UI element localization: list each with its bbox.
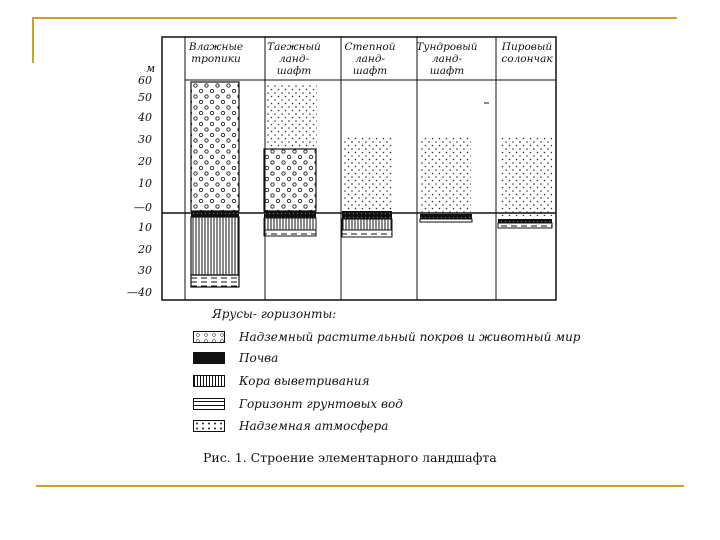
column-title-line: Степной	[344, 41, 396, 53]
layer-weathering-crust	[264, 218, 316, 230]
layer-soil	[264, 211, 316, 218]
legend-label-vegetation: Надземный растительный покров и животный мир	[239, 330, 581, 344]
layer-vegetation	[264, 149, 316, 211]
layer-groundwater	[264, 230, 316, 236]
layer-groundwater	[342, 230, 392, 237]
legend-item-soil	[193, 350, 278, 366]
column-title-line: Влажные	[188, 41, 244, 53]
column-title-line: ланд-	[431, 53, 463, 65]
column-title-line: шафт	[276, 65, 312, 77]
legend-item-vegetation	[193, 329, 580, 345]
y-tick-label: 60	[138, 74, 152, 87]
layer-weathering-crust	[191, 217, 239, 275]
column-solonchak	[498, 136, 552, 228]
column-titles	[188, 41, 553, 77]
column-title-line: Таежный	[267, 41, 321, 53]
legend-label-weathering-crust: Кора выветривания	[239, 374, 370, 388]
layer-groundwater	[498, 223, 552, 228]
column-humid-tropics	[191, 82, 239, 287]
column-title-line: солончак	[501, 53, 553, 65]
groundwater-swatch	[193, 398, 225, 410]
y-tick-label: 10	[138, 177, 152, 190]
legend-item-weathering-crust	[193, 373, 370, 389]
layer-groundwater	[191, 275, 239, 287]
column-title-line: шафт	[429, 65, 465, 77]
atmosphere-swatch	[193, 420, 225, 432]
y-tick-label: 10	[138, 221, 152, 234]
column-title-line: Пировый	[501, 41, 553, 53]
layer-soil	[342, 211, 392, 219]
y-axis-ticks	[127, 74, 152, 299]
legend-item-groundwater	[193, 396, 403, 412]
y-tick-label: —40	[127, 286, 152, 299]
column-title-line: шафт	[352, 65, 388, 77]
y-tick-label: 20	[138, 243, 152, 256]
layer-soil	[498, 219, 552, 223]
y-tick-label: 30	[138, 133, 152, 146]
legend-label-soil: Почва	[239, 351, 279, 365]
layer-weathering-crust	[342, 219, 392, 230]
unit-label: м	[146, 62, 156, 75]
vegetation-swatch	[193, 331, 225, 343]
soil-swatch	[193, 352, 225, 364]
legend-label-atmosphere: Надземная атмосфера	[239, 419, 389, 433]
weathering-crust-swatch	[193, 375, 225, 387]
figure-caption: Рис. 1. Строение элементарного ландшафта	[203, 450, 497, 465]
layer-soil	[191, 211, 239, 217]
column-taiga	[264, 84, 317, 236]
y-tick-label: —0	[134, 201, 152, 214]
layer-groundwater	[420, 219, 472, 222]
layer-atmosphere	[500, 136, 552, 216]
column-title-line: тропики	[191, 53, 241, 65]
column-title-line: ланд-	[278, 53, 310, 65]
y-tick-label: 50	[138, 91, 152, 104]
y-tick-label: 30	[138, 264, 152, 277]
y-tick-label: 20	[138, 155, 152, 168]
layer-atmosphere	[421, 136, 471, 214]
y-tick-label: 40	[138, 111, 152, 124]
column-title-line: ланд-	[354, 53, 386, 65]
legend-title: Ярусы- горизонты:	[212, 307, 337, 321]
column-title-line: Тундровый	[416, 41, 478, 53]
legend-item-atmosphere	[193, 418, 388, 434]
layer-atmosphere	[344, 136, 392, 211]
legend-label-groundwater: Горизонт грунтовых вод	[239, 397, 403, 411]
column-steppe	[342, 136, 392, 237]
layer-vegetation	[191, 82, 239, 211]
column-tundra	[420, 136, 472, 222]
layer-atmosphere	[267, 84, 317, 149]
layer-soil	[420, 214, 472, 219]
